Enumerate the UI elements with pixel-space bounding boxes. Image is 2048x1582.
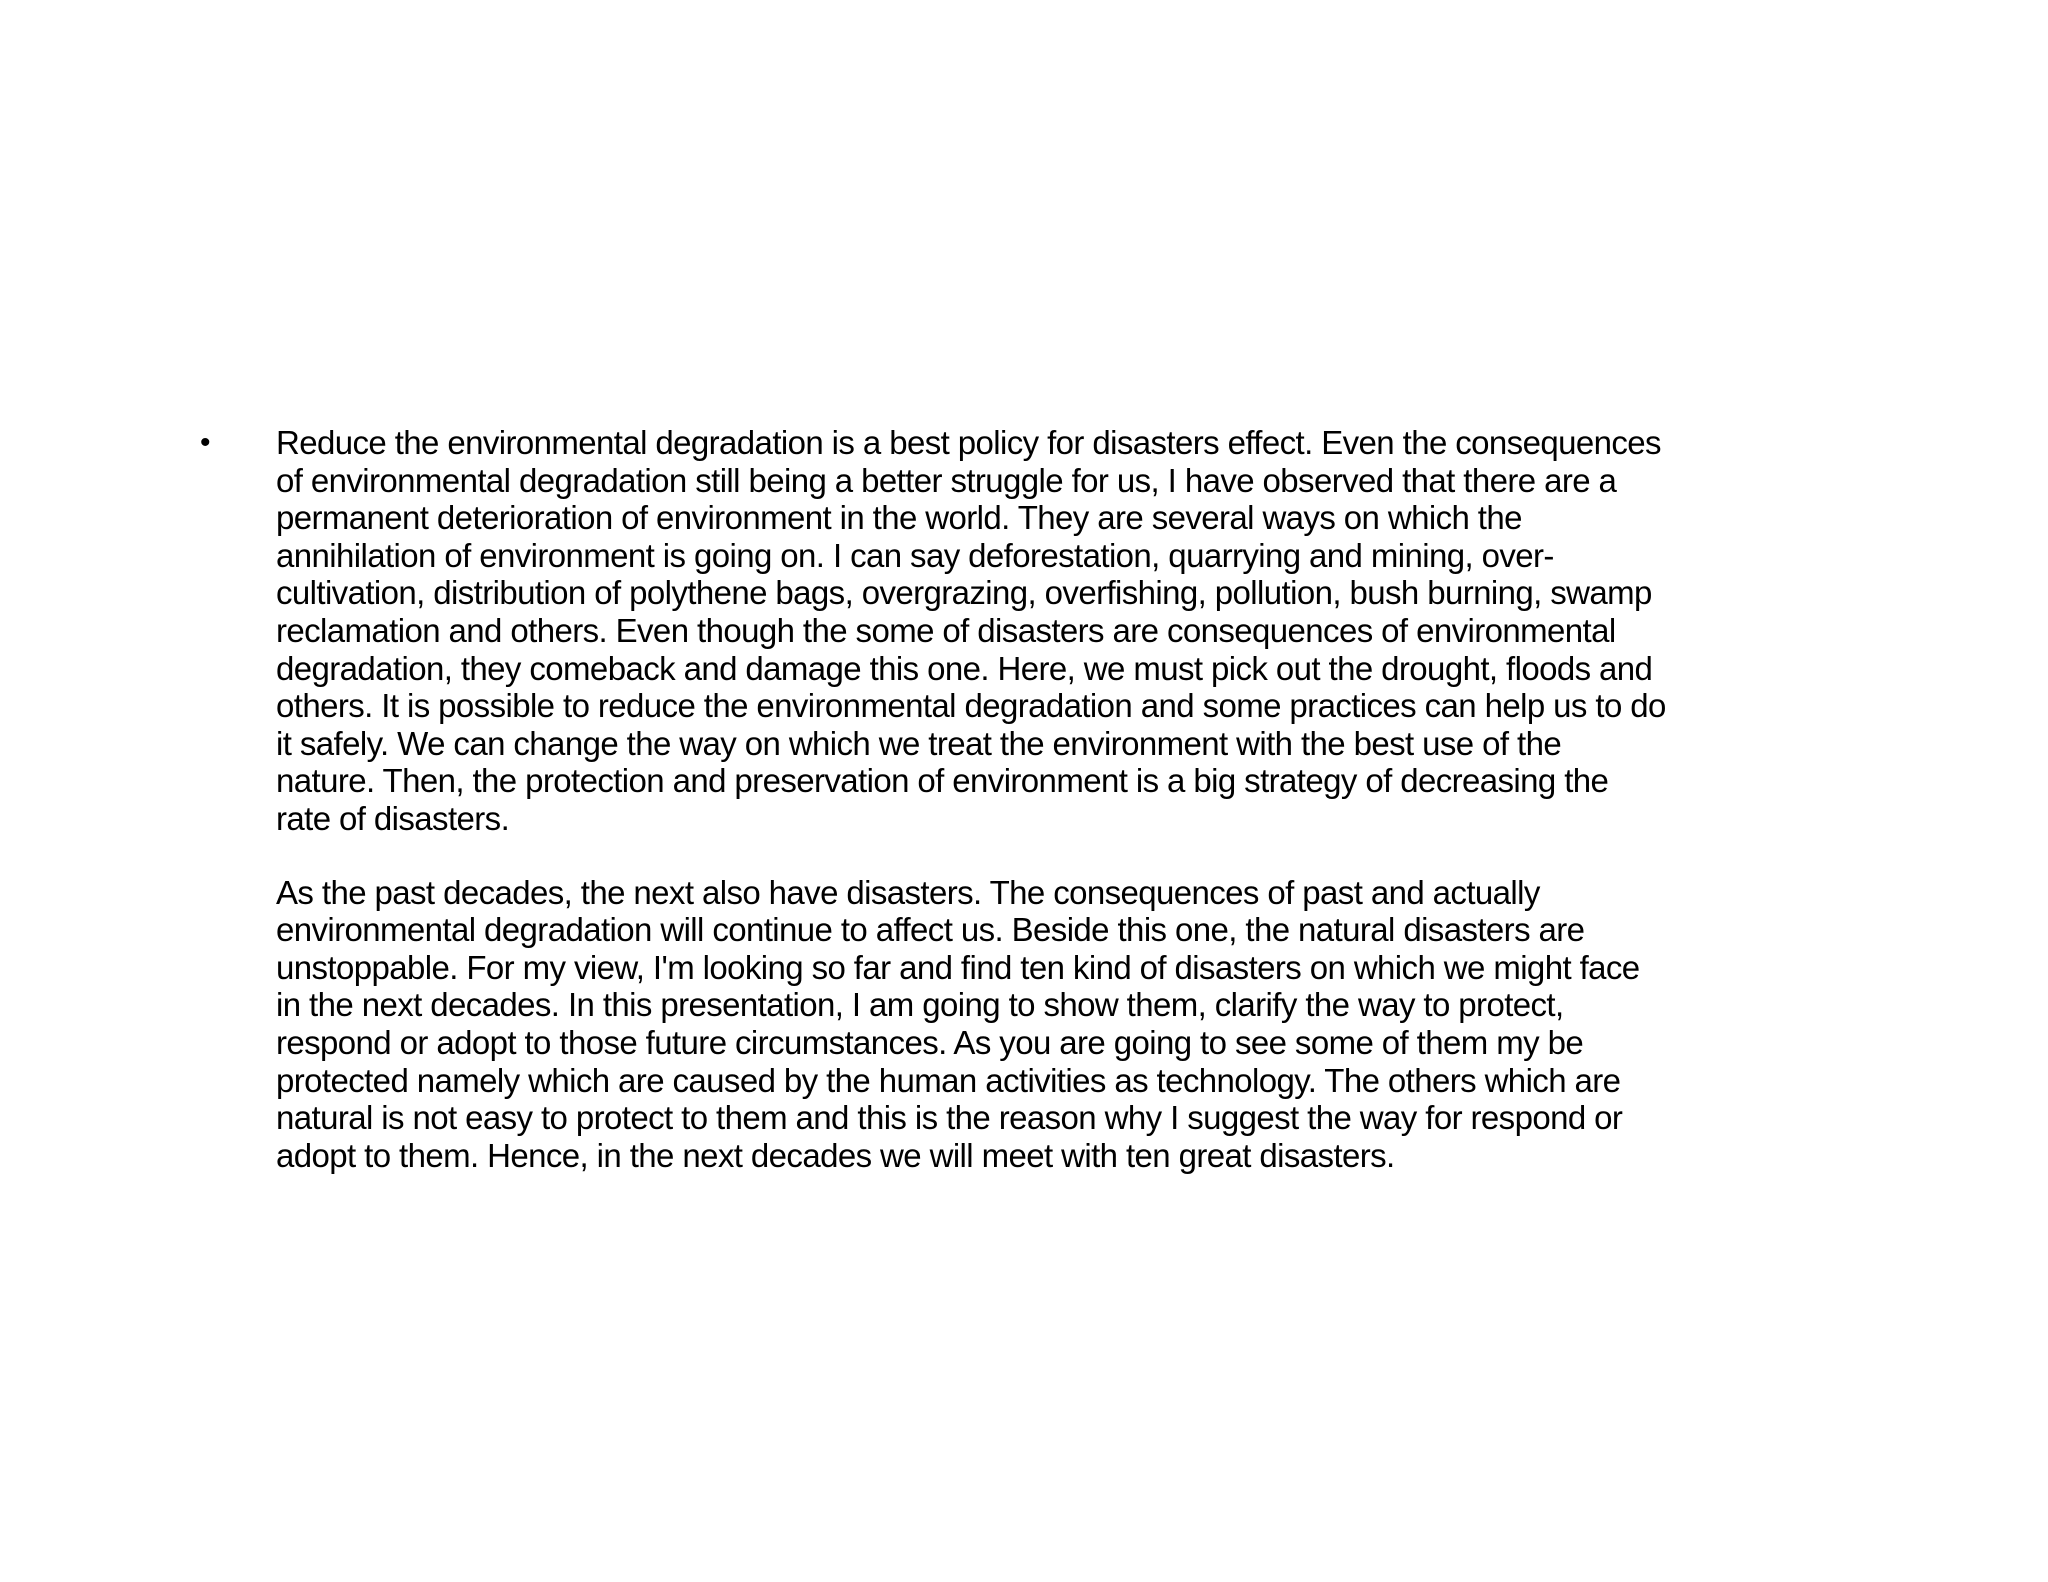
text-line: permanent deterioration of environment in the world. They are several ways on which the [276,499,1522,537]
text-line: protected namely which are caused by the human activities as technology. The others which are [276,1061,1621,1099]
text-line: cultivation, distribution of polythene bags, overgrazing, overfishing, pollution, bush burning, swamp [276,574,1652,612]
text-line: nature. Then, the protection and preservation of environment is a big strategy of decreasing the [276,762,1609,800]
bullet-dot-icon: • [200,426,211,459]
text-line: respond or adopt to those future circumstances. As you are going to see some of them my be [276,1023,1584,1061]
text-line: As the past decades, the next also have disasters. The consequences of past and actually [276,873,1540,911]
bullet-item [200,424,1880,1174]
text-line: it safely. We can change the way on which we treat the environment with the best use of the [276,724,1562,762]
text-line: unstoppable. For my view, I'm looking so far and find ten kind of disasters on which we might face [276,948,1640,986]
text-line: annihilation of environment is going on. I can say deforestation, quarrying and mining, over- [276,536,1554,574]
text-line: of environmental degradation still being a better struggle for us, I have observed that there are a [276,461,1617,499]
paragraph-2 [276,874,1880,1175]
paragraph-spacer [276,838,1880,874]
text-line: others. It is possible to reduce the environmental degradation and some practices can help us to do [276,687,1666,725]
slide-body [200,424,1880,1174]
text-line: rate of disasters. [276,799,510,837]
text-line: adopt to them. Hence, in the next decades we will meet with ten great disasters. [276,1136,1395,1174]
text-line: in the next decades. In this presentation, I am going to show them, clarify the way to protect, [276,986,1564,1024]
text-line: Reduce the environmental degradation is a best policy for disasters effect. Even the consequences [276,424,1661,461]
text-line: natural is not easy to protect to them and this is the reason why I suggest the way for respond or [276,1099,1623,1137]
text-line: degradation, they comeback and damage this one. Here, we must pick out the drought, floods and [276,649,1653,687]
text-line: reclamation and others. Even though the some of disasters are consequences of environmental [276,611,1616,649]
bullet-text [276,424,1880,1174]
text-line: environmental degradation will continue to affect us. Beside this one, the natural disasters are [276,911,1585,949]
paragraph-1 [276,424,1880,838]
